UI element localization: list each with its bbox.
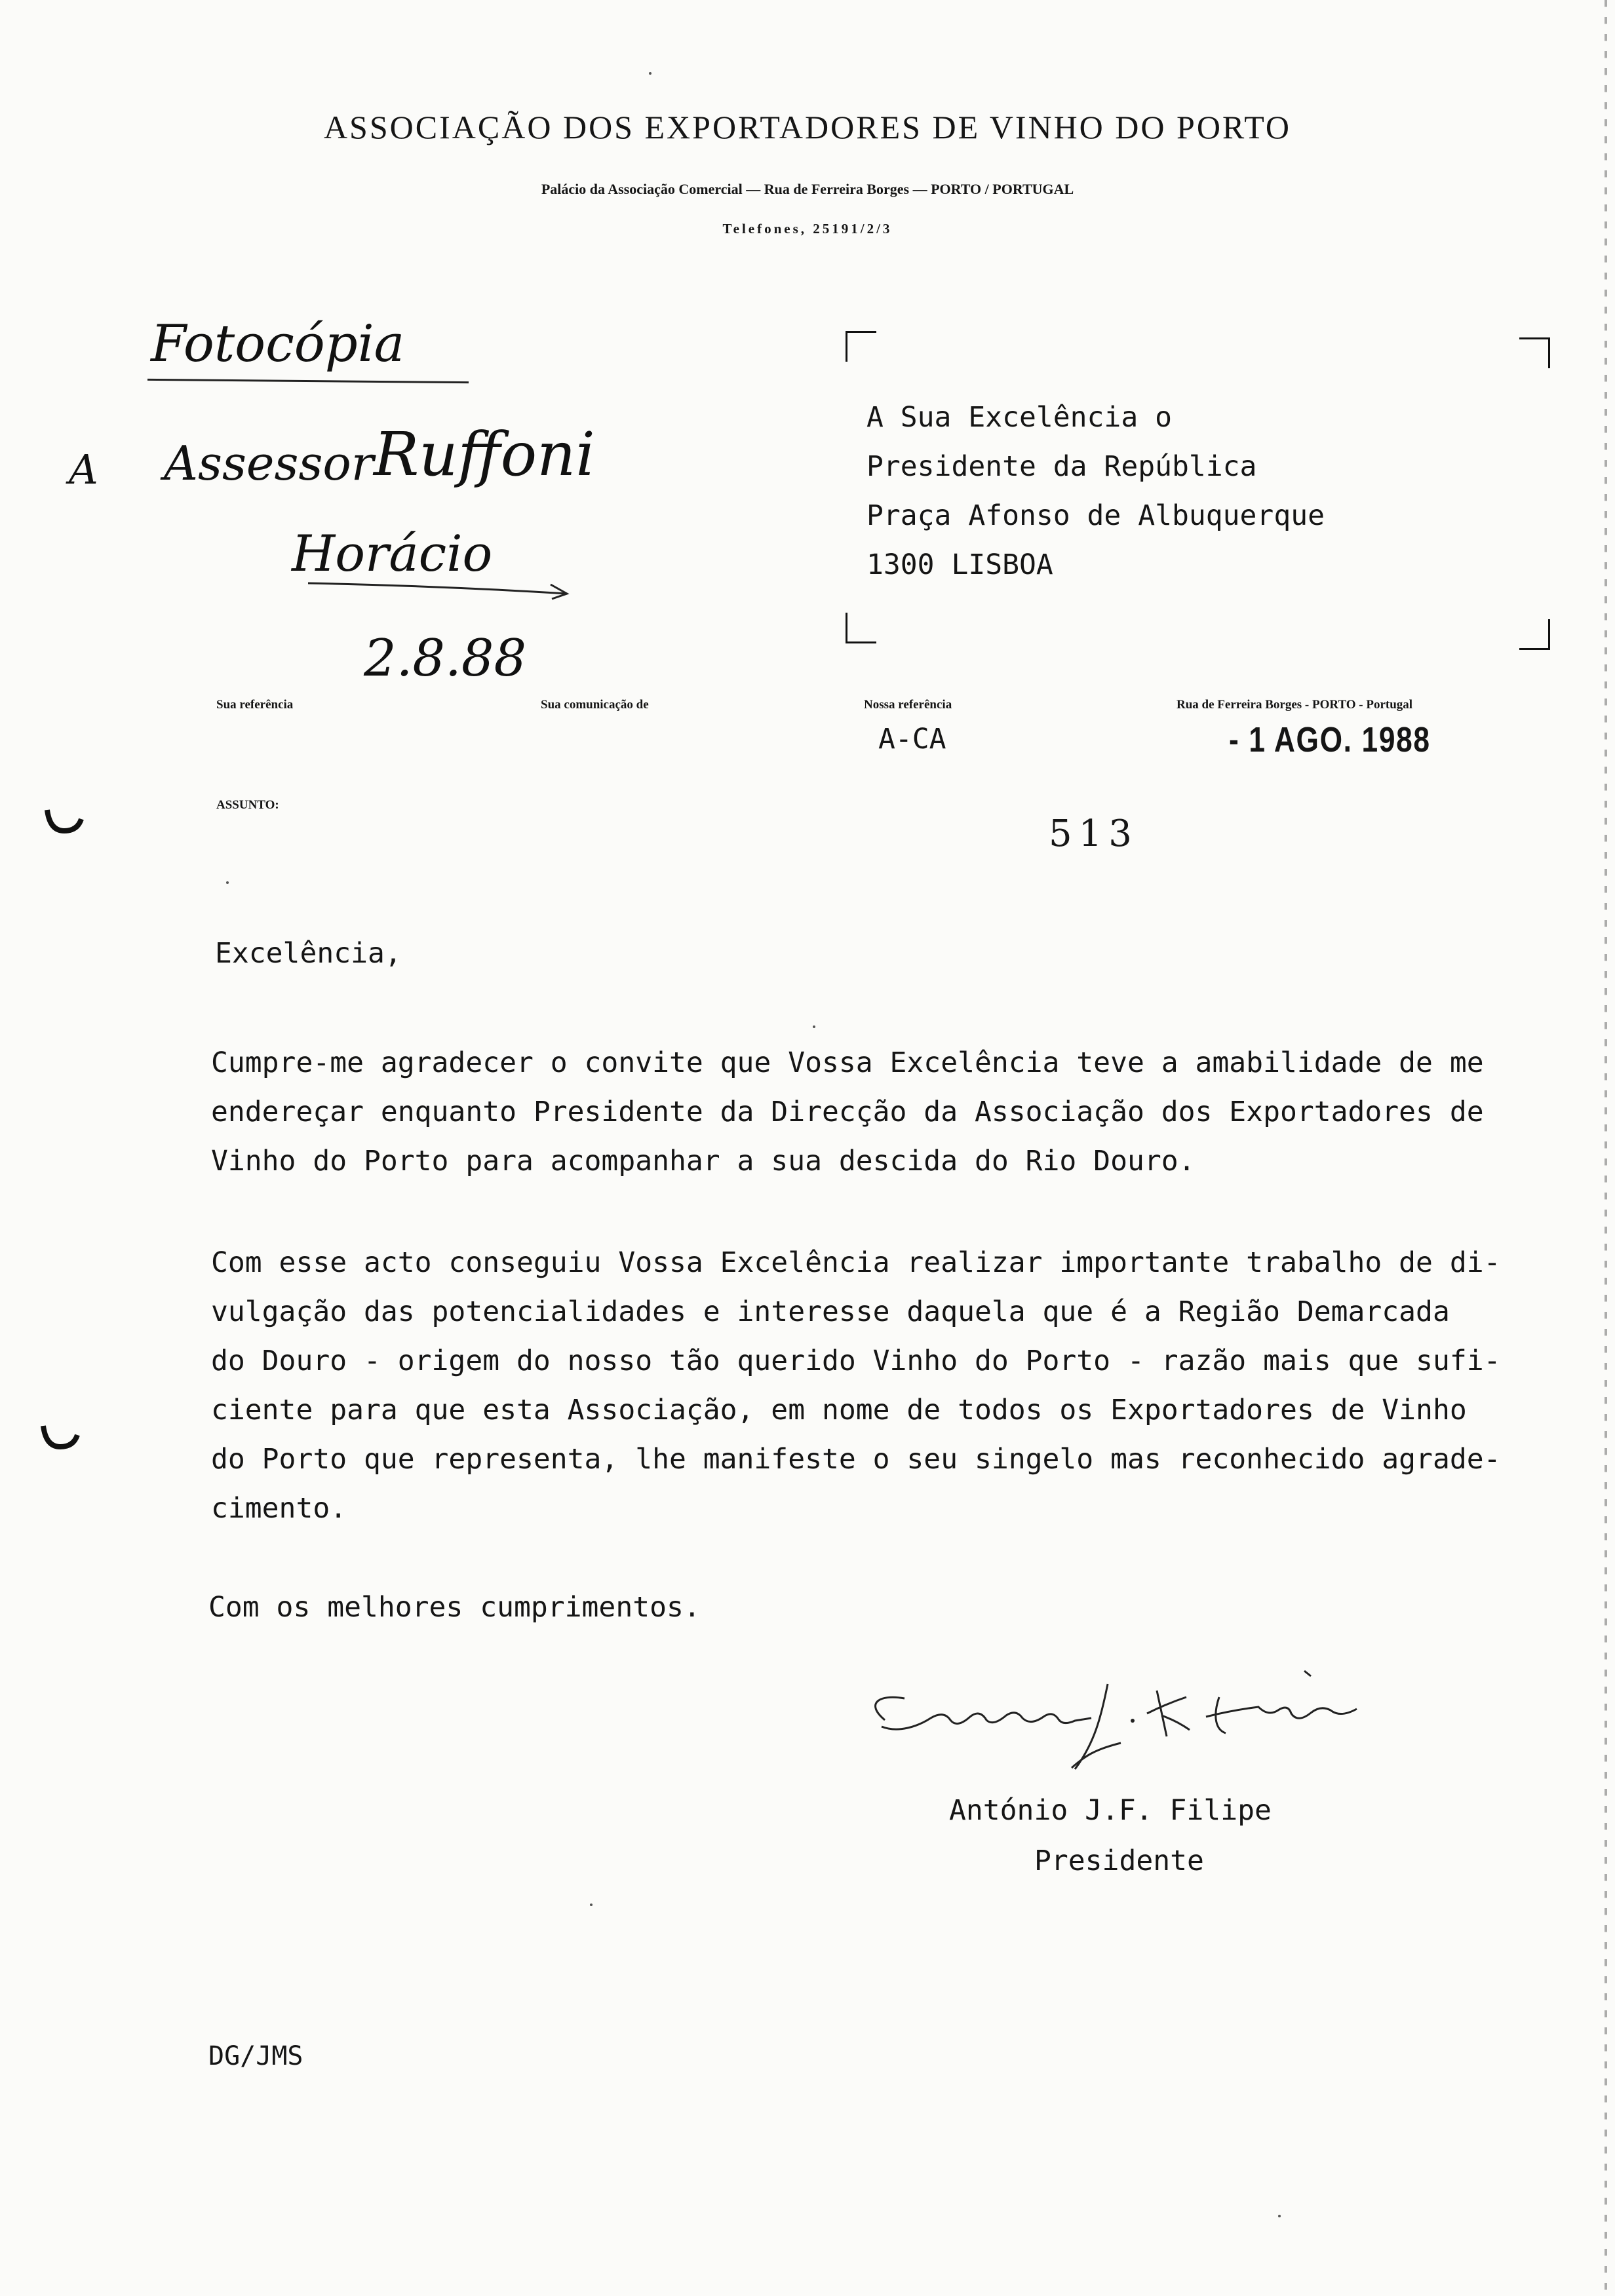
recipient-line: A Sua Excelência o: [866, 401, 1172, 434]
subject-label: ASSUNTO:: [216, 798, 279, 812]
paragraph-line: Cumpre-me agradecer o convite que Vossa Excelência teve a amabilidade de me: [211, 1046, 1484, 1079]
our-reference-label: Nossa referência: [864, 698, 952, 712]
registry-stamp-number: 513: [1049, 813, 1138, 855]
paragraph-line: ciente para que esta Associação, em nome de todos os Exportadores de Vinho: [211, 1394, 1467, 1426]
paragraph-2: [211, 1238, 1501, 1533]
scan-speck: [590, 1904, 593, 1906]
recipient-line: Presidente da República: [866, 450, 1257, 483]
scan-speck: [226, 881, 229, 884]
recipient-line: 1300 LISBOA: [866, 548, 1053, 581]
date-stamp: - 1 AGO. 1988: [1229, 720, 1431, 759]
address-window-corner-bottom-right: [1519, 619, 1550, 650]
handwritten-assessor: Assessor: [164, 436, 374, 491]
scan-speck: [1278, 2215, 1281, 2217]
organization-address: Palácio da Associação Comercial — Rua de Ferreira Borges — PORTO / PORTUGAL: [541, 181, 1074, 197]
handwritten-signature: [859, 1658, 1416, 1776]
organization-name: ASSOCIAÇÃO DOS EXPORTADORES DE VINHO DO PORTO: [323, 109, 1292, 145]
handwritten-to: A: [69, 446, 98, 493]
paragraph-line: Com esse acto conseguiu Vossa Excelência realizar importante trabalho de di-: [211, 1246, 1501, 1279]
handwritten-underline: [147, 379, 469, 383]
paragraph-line: do Douro - origem do nosso tão querido Vinho do Porto - razão mais que sufi-: [211, 1345, 1501, 1377]
your-communication-label: Sua comunicação de: [541, 698, 649, 712]
typist-initials: DG/JMS: [208, 2041, 303, 2071]
punch-hole-mark: [45, 806, 84, 835]
handwritten-date: 2.8.88: [364, 629, 527, 688]
punch-hole-mark: [41, 1422, 80, 1451]
handwritten-initial: Horácio: [292, 524, 493, 583]
your-reference-label: Sua referência: [216, 698, 294, 712]
organization-phone: Telefones, 25191/2/3: [722, 221, 893, 237]
scan-speck: [649, 72, 652, 75]
recipient-address: [866, 393, 1325, 590]
right-edge-perforation: [1605, 0, 1607, 2296]
handwritten-name: Ruffoni: [374, 419, 595, 489]
address-window-corner-top-left: [846, 331, 876, 362]
signer-title: Presidente: [1034, 1845, 1204, 1877]
paragraph-line: vulgação das potencialidades e interesse daquela que é a Região Demarcada: [211, 1295, 1450, 1328]
place-label: Rua de Ferreira Borges - PORTO - Portugal: [1177, 698, 1413, 712]
recipient-line: Praça Afonso de Albuquerque: [866, 499, 1325, 532]
paragraph-line: endereçar enquanto Presidente da Direcção da Associação dos Exportadores de: [211, 1096, 1484, 1128]
address-window-corner-top-right: [1519, 337, 1550, 368]
closing: Com os melhores cumprimentos.: [208, 1591, 701, 1624]
our-reference-value: A-CA: [878, 723, 946, 756]
handwritten-arrow: [308, 581, 570, 600]
scan-speck: [813, 1025, 815, 1028]
paragraph-line: cimento.: [211, 1492, 347, 1525]
handwritten-photocopy-note: Fotocópia: [151, 315, 405, 373]
signer-name: António J.F. Filipe: [949, 1794, 1272, 1827]
salutation: Excelência,: [215, 937, 402, 970]
paragraph-line: do Porto que representa, lhe manifeste o seu singelo mas reconhecido agrade-: [211, 1443, 1501, 1476]
address-window-corner-bottom-left: [846, 613, 876, 643]
paragraph-line: Vinho do Porto para acompanhar a sua descida do Rio Douro.: [211, 1145, 1196, 1177]
paragraph-1: [211, 1039, 1484, 1186]
